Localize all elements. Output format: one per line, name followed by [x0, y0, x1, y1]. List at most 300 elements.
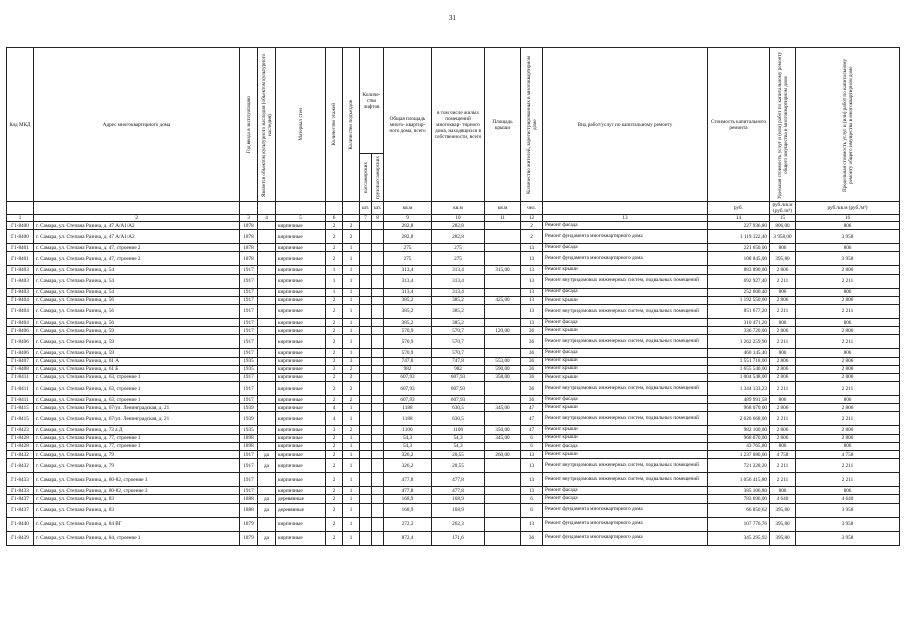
cell-owned: 313,4	[432, 274, 485, 288]
cell-address: г. Самара, ул. Степана Разина, д. 47, строение 2	[34, 244, 240, 252]
cell-entrances: 1	[343, 349, 360, 357]
cell-owned: 168,9	[432, 503, 485, 517]
cell-lf	[372, 451, 384, 459]
header-code: Код МКД	[7, 48, 34, 202]
cell-work: Ремонт фасада	[543, 396, 708, 404]
cell-unit: 806	[770, 349, 796, 357]
cell-total: 385,2	[384, 318, 432, 326]
cell-address: г. Самара, ул. Степана Разина, д. 47, строение 2	[34, 252, 240, 266]
cell-lf	[372, 531, 384, 545]
cell-code: Г1-8400	[7, 230, 34, 244]
cell-cost: 1 237 080,00	[708, 451, 770, 459]
cell-material: кирпичные	[276, 357, 326, 365]
cell-lp	[360, 434, 372, 442]
cell-roof	[485, 222, 521, 230]
cell-unit: 2 211	[770, 304, 796, 318]
cell-entrances: 1	[343, 288, 360, 296]
cell-cost: 345 295,92	[708, 531, 770, 545]
cell-cost: 310 471,20	[708, 318, 770, 326]
cell-total: 1188	[384, 412, 432, 426]
cell-total: 282,8	[384, 222, 432, 230]
cell-max: 2 806	[796, 365, 900, 373]
cell-roof	[485, 517, 521, 531]
cell-floors: 3	[326, 365, 343, 373]
cell-heritage	[258, 517, 276, 531]
cell-unit: 2 806	[770, 266, 796, 274]
cell-owned: 982	[432, 365, 485, 373]
cell-total: 54,3	[384, 434, 432, 442]
cell-material: кирпичные	[276, 288, 326, 296]
cell-lf	[372, 434, 384, 442]
header-lifts-group: Количе- ство лифтов	[360, 48, 384, 154]
table-row	[7, 451, 900, 459]
cell-lp	[360, 335, 372, 349]
cell-max: 3 958	[796, 531, 900, 545]
cell-unit: 2 211	[770, 335, 796, 349]
cell-year: 1917	[240, 382, 258, 396]
cell-material: кирпичные	[276, 274, 326, 288]
cell-material: кирпичные	[276, 230, 326, 244]
cell-unit: 806	[770, 318, 796, 326]
cell-unit: 2 211	[770, 459, 796, 473]
cell-unit: 2 211	[770, 473, 796, 487]
cell-code: Г1-8437	[7, 495, 34, 503]
cell-heritage: да	[258, 495, 276, 503]
cell-entrances: 1	[343, 412, 360, 426]
cell-max: 3 958	[796, 517, 900, 531]
cell-year: 1917	[240, 304, 258, 318]
cell-lp	[360, 495, 372, 503]
cell-unit: 806	[770, 396, 796, 404]
cell-heritage	[258, 244, 276, 252]
cell-owned: 570,7	[432, 335, 485, 349]
cell-work: Ремонт фундамента многоквартирного дома	[543, 230, 708, 244]
table-row	[7, 318, 900, 326]
cell-address: г. Самара, ул. Степана Разина, д. 63, строение 1	[34, 396, 240, 404]
cell-heritage: да	[258, 503, 276, 517]
cell-code: Г1-8433	[7, 487, 34, 495]
cell-heritage	[258, 327, 276, 335]
cell-roof	[485, 396, 521, 404]
cell-address: г. Самара, ул. Степана Разина, д. 56	[34, 318, 240, 326]
cell-unit: 2 211	[770, 274, 796, 288]
cell-year: 1917	[240, 296, 258, 304]
cell-material: кирпичные	[276, 487, 326, 495]
table-row	[7, 252, 900, 266]
table-row	[7, 434, 900, 442]
table-row	[7, 357, 900, 365]
cell-max: 3 958	[796, 230, 900, 244]
cell-cost: 1 119 322,40	[708, 230, 770, 244]
table-row	[7, 288, 900, 296]
cell-max: 3 958	[796, 503, 900, 517]
cell-lf	[372, 288, 384, 296]
cell-max: 4 640	[796, 495, 900, 503]
capital-repair-table	[6, 47, 900, 546]
cell-residents: 6	[521, 503, 543, 517]
cell-heritage	[258, 266, 276, 274]
cell-work: Ремонт внутридомовых инженерных систем, подвальных помещений	[543, 382, 708, 396]
table-row	[7, 327, 900, 335]
cell-material: кирпичные	[276, 296, 326, 304]
header-year: Год ввода в эксплуатацию	[240, 48, 258, 202]
cell-entrances: 1	[343, 304, 360, 318]
cell-lp	[360, 327, 372, 335]
cell-heritage	[258, 382, 276, 396]
cell-floors: 3	[326, 426, 343, 434]
cell-material: кирпичные	[276, 442, 326, 450]
cell-owned: 570,7	[432, 327, 485, 335]
cell-year: 1917	[240, 459, 258, 473]
cell-material: кирпичные	[276, 318, 326, 326]
cell-address: г. Самара, ул. Степана Разина, д. 80-82, строение 3	[34, 473, 240, 487]
cell-work: Ремонт крыши	[543, 327, 708, 335]
cell-address: г. Самара, ул. Степана Разина, д. 56	[34, 296, 240, 304]
header-heritage: Является объектом культурного наследия (объектом культурного наследия)	[258, 48, 276, 202]
cell-work: Ремонт внутридомовых инженерных систем, подвальных помещений	[543, 459, 708, 473]
cell-cost: 2 626 668,00	[708, 412, 770, 426]
cell-material: кирпичные	[276, 349, 326, 357]
cell-lf	[372, 230, 384, 244]
cell-code: Г1-8401	[7, 244, 34, 252]
cell-year: 1917	[240, 288, 258, 296]
cell-lf	[372, 335, 384, 349]
cell-address: г. Самара, ул. Степана Разина, д. 84, строение 1	[34, 531, 240, 545]
cell-floors: 2	[326, 335, 343, 349]
header-max-cost: Предельная стоимость услуг и (или) работ по капитальному ремонту общего имущества в многоквартирном доме	[796, 48, 900, 202]
cell-max: 2 806	[796, 327, 900, 335]
cell-cost: 692 927,40	[708, 274, 770, 288]
cell-residents: 36	[521, 396, 543, 404]
cell-total: 607,93	[384, 382, 432, 396]
cell-entrances: 1	[343, 244, 360, 252]
table-row	[7, 503, 900, 517]
cell-max: 806	[796, 288, 900, 296]
cell-heritage	[258, 404, 276, 412]
cell-roof: 345,00	[485, 434, 521, 442]
cell-work: Ремонт внутридомовых инженерных систем, подвальных помещений	[543, 274, 708, 288]
cell-material: кирпичные	[276, 244, 326, 252]
cell-max: 806	[796, 396, 900, 404]
cell-year: 1939	[240, 404, 258, 412]
cell-entrances: 1	[343, 459, 360, 473]
cell-work: Ремонт внутридомовых инженерных систем, подвальных помещений	[543, 335, 708, 349]
cell-lf	[372, 495, 384, 503]
cell-floors: 2	[326, 304, 343, 318]
cell-roof	[485, 244, 521, 252]
cell-lf	[372, 373, 384, 381]
cell-material: кирпичные	[276, 434, 326, 442]
table-row	[7, 335, 900, 349]
cell-floors: 2	[326, 382, 343, 396]
cell-roof	[485, 487, 521, 495]
cell-owned: 607,93	[432, 396, 485, 404]
cell-cost: 221 650,00	[708, 244, 770, 252]
cell-year: 1917	[240, 266, 258, 274]
cell-material: кирпичные	[276, 304, 326, 318]
cell-residents: 36	[521, 382, 543, 396]
cell-code: Г1-8408	[7, 365, 34, 373]
cell-max: 806	[796, 244, 900, 252]
cell-roof	[485, 412, 521, 426]
cell-unit: 806	[770, 442, 796, 450]
cell-entrances: 1	[343, 434, 360, 442]
cell-owned: 262,3	[432, 517, 485, 531]
cell-entrances: 2	[343, 230, 360, 244]
cell-address: г. Самара, ул. Степана Разина, д. 84 ВГ	[34, 517, 240, 531]
cell-cost: 982 100,00	[708, 426, 770, 434]
header-floors: Количество этажей	[326, 48, 343, 202]
cell-lf	[372, 318, 384, 326]
cell-cost: 107 776,76	[708, 517, 770, 531]
cell-floors: 2	[326, 517, 343, 531]
cell-unit: 2 211	[770, 412, 796, 426]
cell-work: Ремонт фасада	[543, 442, 708, 450]
cell-owned: 630,5	[432, 412, 485, 426]
cell-max: 2 211	[796, 335, 900, 349]
cell-max: 3 958	[796, 252, 900, 266]
cell-lp	[360, 451, 372, 459]
cell-work: Ремонт крыши	[543, 266, 708, 274]
cell-residents: 36	[521, 531, 543, 545]
cell-material: кирпичные	[276, 335, 326, 349]
cell-total: 1100	[384, 426, 432, 434]
cell-code: Г1-8439	[7, 531, 34, 545]
cell-residents: 13	[521, 318, 543, 326]
table-row	[7, 244, 900, 252]
cell-lf	[372, 487, 384, 495]
cell-lf	[372, 404, 384, 412]
table-row	[7, 373, 900, 381]
header-address: Адрес многоквартирного дома	[34, 48, 240, 202]
cell-residents: 13	[521, 517, 543, 531]
cell-cost: 385 106,80	[708, 487, 770, 495]
cell-year: 1878	[240, 222, 258, 230]
cell-owned: 477,8	[432, 473, 485, 487]
cell-lp	[360, 442, 372, 450]
cell-max: 2 211	[796, 382, 900, 396]
cell-lp	[360, 396, 372, 404]
cell-roof	[485, 318, 521, 326]
cell-year: 1879	[240, 517, 258, 531]
cell-heritage	[258, 373, 276, 381]
cell-code: Г1-8403	[7, 274, 34, 288]
cell-cost: 336 720,00	[708, 327, 770, 335]
cell-lf	[372, 473, 384, 487]
cell-floors: 2	[326, 373, 343, 381]
cell-total: 982	[384, 365, 432, 373]
cell-total: 313,4	[384, 266, 432, 274]
cell-entrances: 1	[343, 327, 360, 335]
cell-total: 326,2	[384, 459, 432, 473]
cell-entrances: 3	[343, 357, 360, 365]
cell-year: 1935	[240, 357, 258, 365]
header-cost: Стоимость капитального ремонта	[708, 48, 770, 202]
cell-owned: 385,2	[432, 318, 485, 326]
cell-total: 54,3	[384, 442, 432, 450]
cell-floors: 2	[326, 296, 343, 304]
cell-year: 1917	[240, 349, 258, 357]
table-row	[7, 349, 900, 357]
cell-entrances: 2	[343, 382, 360, 396]
cell-roof: 590,00	[485, 365, 521, 373]
cell-unit: 806,00	[770, 222, 796, 230]
table-row	[7, 487, 900, 495]
cell-material: кирпичные	[276, 426, 326, 434]
cell-work: Ремонт крыши	[543, 451, 708, 459]
cell-cost: 43 765,80	[708, 442, 770, 450]
cell-material: кирпичные	[276, 396, 326, 404]
cell-code: Г1-8433	[7, 473, 34, 487]
cell-roof: 553,00	[485, 357, 521, 365]
cell-heritage	[258, 222, 276, 230]
cell-roof	[485, 442, 521, 450]
cell-address: г. Самара, ул. Степана Разина, д. 83	[34, 495, 240, 503]
cell-roof	[485, 459, 521, 473]
cell-year: 1917	[240, 487, 258, 495]
cell-floors: 2	[326, 349, 343, 357]
cell-code: Г1-8428	[7, 442, 34, 450]
cell-heritage	[258, 288, 276, 296]
cell-entrances: 1	[343, 517, 360, 531]
cell-heritage: да	[258, 531, 276, 545]
cell-heritage	[258, 335, 276, 349]
cell-owned: 282,8	[432, 222, 485, 230]
cell-total: 168,9	[384, 503, 432, 517]
cell-residents: 6	[521, 434, 543, 442]
cell-work: Ремонт фасада	[543, 244, 708, 252]
cell-year: 1917	[240, 373, 258, 381]
cell-address: г. Самара, ул. Степана Разина, д. 83	[34, 503, 240, 517]
cell-total: 282,8	[384, 230, 432, 244]
cell-lf	[372, 396, 384, 404]
cell-floors: 2	[326, 503, 343, 517]
cell-heritage	[258, 252, 276, 266]
cell-work: Ремонт фасада	[543, 487, 708, 495]
cell-lf	[372, 459, 384, 473]
cell-unit: 2 806	[770, 327, 796, 335]
cell-residents: 2	[521, 230, 543, 244]
cell-heritage	[258, 357, 276, 365]
cell-heritage	[258, 434, 276, 442]
cell-total: 570,9	[384, 349, 432, 357]
cell-year: 1878	[240, 230, 258, 244]
cell-work: Ремонт крыши	[543, 434, 708, 442]
cell-floors: 2	[326, 244, 343, 252]
cell-heritage	[258, 349, 276, 357]
cell-heritage	[258, 473, 276, 487]
cell-cost: 108 845,00	[708, 252, 770, 266]
cell-material: кирпичные	[276, 222, 326, 230]
cell-heritage: да	[258, 459, 276, 473]
cell-code: Г1-8400	[7, 222, 34, 230]
cell-owned: 54,3	[432, 434, 485, 442]
cell-material: кирпичные	[276, 373, 326, 381]
cell-heritage: да	[258, 451, 276, 459]
cell-unit: 4 640	[770, 495, 796, 503]
table-row	[7, 304, 900, 318]
cell-cost: 968 070,00	[708, 404, 770, 412]
cell-lf	[372, 426, 384, 434]
cell-material: кирпичные	[276, 459, 326, 473]
cell-roof	[485, 230, 521, 244]
cell-work: Ремонт крыши	[543, 373, 708, 381]
table-row	[7, 266, 900, 274]
cell-lf	[372, 222, 384, 230]
cell-owned: 275	[432, 252, 485, 266]
cell-work: Ремонт крыши	[543, 296, 708, 304]
cell-unit: 395,80	[770, 531, 796, 545]
cell-work: Ремонт фасада	[543, 495, 708, 503]
cell-floors: 1	[326, 266, 343, 274]
cell-address: г. Самара, ул. Степана Разина, д. 59	[34, 349, 240, 357]
cell-material: кирпичные	[276, 517, 326, 531]
cell-code: Г1-8403	[7, 266, 34, 274]
cell-max: 806	[796, 318, 900, 326]
cell-residents: 6	[521, 442, 543, 450]
cell-roof	[485, 349, 521, 357]
cell-heritage	[258, 296, 276, 304]
cell-residents: 13	[521, 473, 543, 487]
cell-lf	[372, 357, 384, 365]
cell-total: 477,8	[384, 487, 432, 495]
cell-year: 1917	[240, 451, 258, 459]
table-row	[7, 230, 900, 244]
cell-work: Ремонт фасада	[543, 349, 708, 357]
cell-cost: 968 070,00	[708, 434, 770, 442]
cell-address: г. Самара, ул. Степана Разина, д. 59	[34, 327, 240, 335]
cell-residents: 47	[521, 412, 543, 426]
cell-work: Ремонт фундамента многоквартирного дома	[543, 517, 708, 531]
cell-code: Г1-8406	[7, 349, 34, 357]
cell-owned: 385,2	[432, 304, 485, 318]
cell-work: Ремонт крыши	[543, 426, 708, 434]
cell-total: 385,2	[384, 296, 432, 304]
cell-heritage	[258, 304, 276, 318]
cell-max: 2 806	[796, 357, 900, 365]
cell-cost: 1 551 718,00	[708, 357, 770, 365]
cell-code: Г1-8432	[7, 451, 34, 459]
cell-year: 1898	[240, 442, 258, 450]
cell-entrances: 1	[343, 335, 360, 349]
cell-owned: 313,4	[432, 266, 485, 274]
cell-work: Ремонт фундамента многоквартирного дома	[543, 252, 708, 266]
cell-roof: 425,00	[485, 296, 521, 304]
cell-floors: 1	[326, 288, 343, 296]
cell-floors: 2	[326, 459, 343, 473]
cell-work: Ремонт фасада	[543, 222, 708, 230]
cell-code: Г1-8406	[7, 327, 34, 335]
cell-total: 313,4	[384, 288, 432, 296]
cell-owned: 54,3	[432, 442, 485, 450]
cell-material: кирпичные	[276, 473, 326, 487]
table-header	[7, 48, 900, 222]
header-total-area: Общая площадь много- квартир- ного дома, всего	[384, 48, 432, 202]
table-row	[7, 365, 900, 373]
cell-address: г. Самара, ул. Степана Разина, д. 79	[34, 459, 240, 473]
cell-lp	[360, 266, 372, 274]
cell-residents: 13	[521, 288, 543, 296]
cell-residents: 47	[521, 426, 543, 434]
cell-total: 168,9	[384, 495, 432, 503]
cell-entrances: 1	[343, 442, 360, 450]
cell-cost: 1 262 259,90	[708, 335, 770, 349]
cell-total: 607,93	[384, 396, 432, 404]
cell-residents: 36	[521, 365, 543, 373]
cell-code: Г1-8437	[7, 503, 34, 517]
table-row	[7, 396, 900, 404]
cell-roof	[485, 382, 521, 396]
